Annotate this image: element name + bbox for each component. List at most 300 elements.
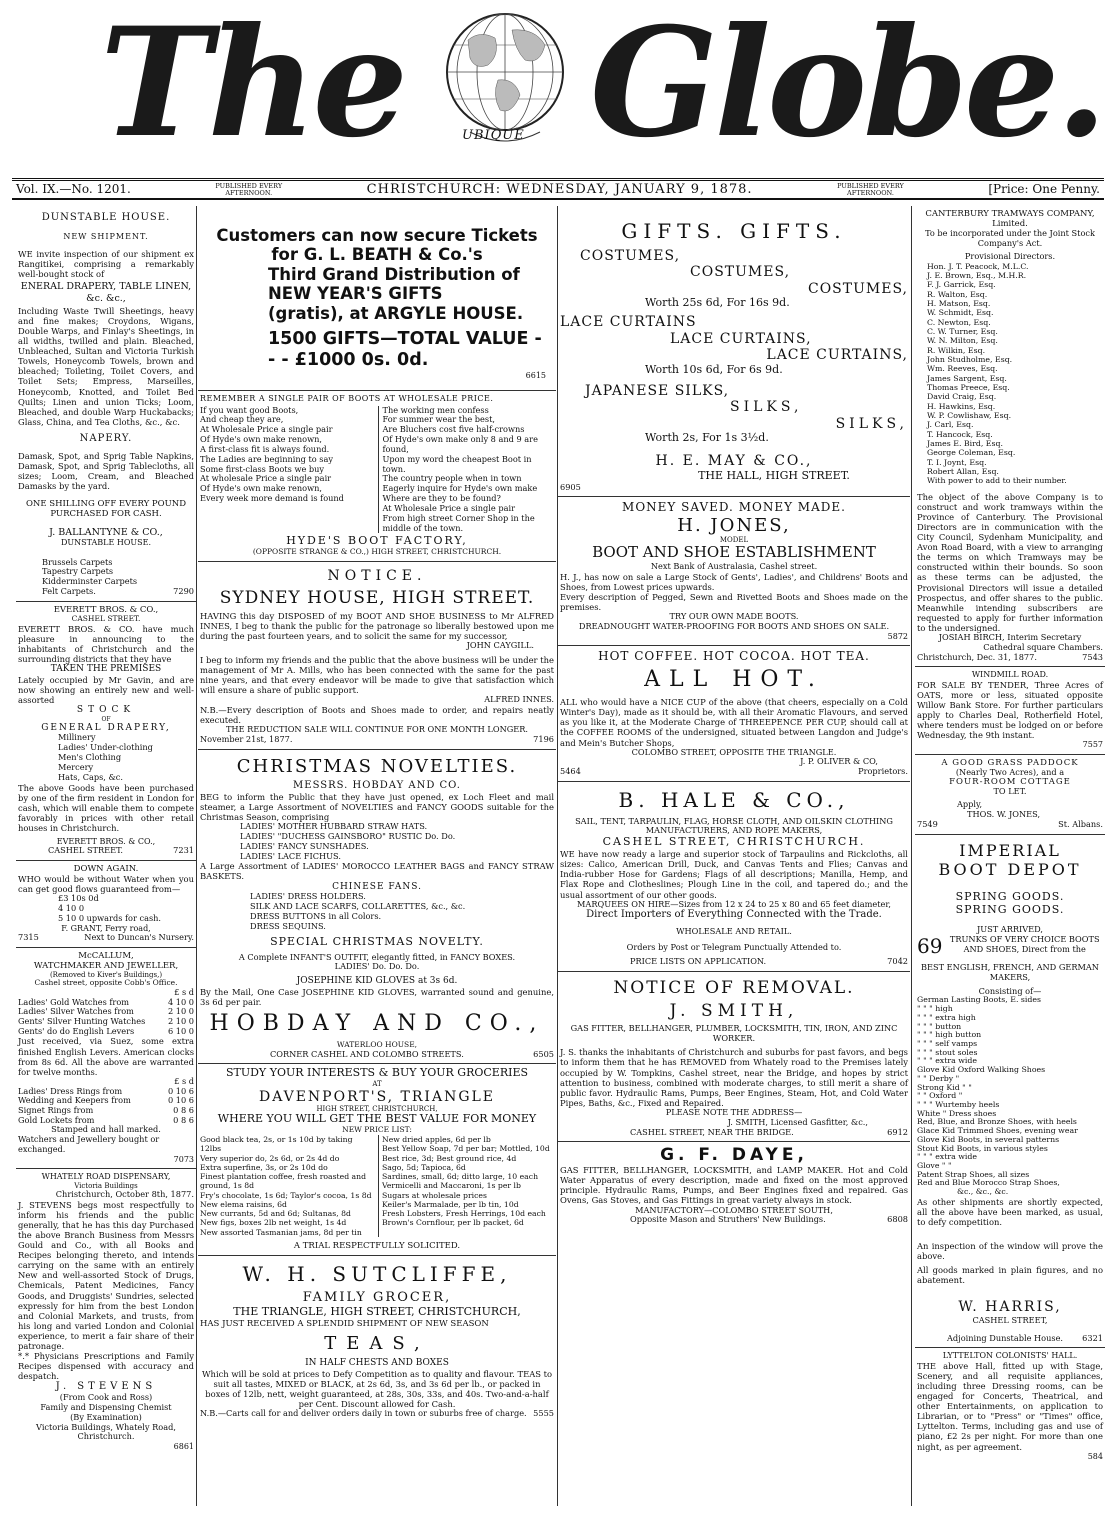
ad-heading: SILKS, <box>835 415 908 432</box>
ad-headline: NOTICE. <box>327 568 427 585</box>
ad-heading: LACE CURTAINS, <box>766 347 908 364</box>
ad-smith-removal <box>558 972 910 1143</box>
list-item: F. J. Garrick, Esq. <box>927 280 996 290</box>
list-item: Robert Allan, Esq. <box>927 467 999 477</box>
ad-body: Damask, Spot, and Sprig Table Napkins, Damask, Spot, and Sprig Tablecloths, all sizes; Loom, Cream, and Bleached Damasks by the yard. <box>18 450 194 491</box>
list-item: John Studholme, Esq. <box>927 355 1013 364</box>
ad-christmas-novelties <box>198 750 556 1065</box>
ad-address: St. Albans. <box>1058 819 1103 830</box>
ad-address: Next to Duncan's Nursery. <box>84 932 194 943</box>
column-3 <box>558 206 910 1516</box>
ad-title: WINDMILL ROAD. <box>971 670 1049 680</box>
list-item: Extra superfine, 3s, or 2s 10d do <box>200 1162 328 1172</box>
ad-address: THE TRIANGLE, HIGH STREET, CHRISTCHURCH, <box>233 1304 521 1318</box>
ad-date: Christchurch, Dec. 31, 1877. <box>917 651 1037 662</box>
ad-heading: JAPANESE SILKS, <box>585 382 730 399</box>
table-row-label: Ladies' Silver Watches from <box>18 1006 134 1017</box>
list-item: " " " high button <box>917 1030 982 1040</box>
table-row-label: Gents' do do English Levers <box>18 1025 135 1036</box>
ad-firm: MESSRS. HOBDAY AND CO. <box>293 779 461 791</box>
table-row-value: 4 10 0 <box>167 996 194 1007</box>
table-row-label: Gold Lockets from <box>18 1114 95 1125</box>
list-item: David Craig, Esq. <box>927 392 997 402</box>
ad-address: Adjoining Dunstable House. <box>947 1332 1064 1343</box>
ad-number: 584 <box>1087 1451 1103 1461</box>
list-item: Glove " " <box>917 1161 952 1170</box>
list-item: Ladies' Under-clothing <box>58 742 153 753</box>
ad-body: J. STEVENS begs most respectfully to inform his friends and the public generally, that he has this day Purchased the above Branch Business from Messrs Gould and Co., with all Books and Recipes belonging thereto, and intends carrying on the same with an entirely New and well-assorted Stock of Drugs, Chemicals, Patent Medicines, Fancy Goods, and Druggists' Sundries, selected expressly for him from the best London and Colonial Markets, and trusts, from his long and varied London and Colonial experience, to merit a fair share of their patronage. <box>18 1199 194 1351</box>
list-item: Strong Kid " " <box>917 1082 972 1092</box>
ad-firm: J. STEVENS <box>55 1381 157 1393</box>
ad-body: I beg to inform my friends and the public that the above business will be under the management of Mr A. Mills, who has been connected with the same for the past nine years, and that every endeavor will be made to give that satisfaction which will ensure a share of public support. <box>200 654 554 696</box>
list-item: Hats, Caps, &c. <box>58 771 123 782</box>
list-item: New dried apples, 6d per lb <box>382 1135 491 1145</box>
ad-address: CASHEL STREET, CHRISTCHURCH. <box>602 835 866 849</box>
ad-number: 7557 <box>1082 740 1103 750</box>
ad-body: HAVING this day DISPOSED of my BOOT AND SHOE BUSINESS to Mr ALFRED INNES, I beg to thank the public for the patronage so liberally bestowed upon me during the past fourteen years, and to solicit the same for my successor, <box>200 610 554 641</box>
ad-signature: ALFRED INNES. <box>484 694 554 705</box>
ad-headline: (gratis), at ARGYLE HOUSE. <box>268 303 524 323</box>
ad-heading: COSTUMES, <box>690 264 791 281</box>
list-item: Glove Kid Oxford Walking Shoes <box>917 1065 1046 1075</box>
ad-dunstable-house <box>16 206 196 602</box>
ad-headline: CHRISTMAS NOVELTIES. <box>236 755 518 777</box>
ad-may-gifts <box>558 206 910 497</box>
ad-heading: ENERAL DRAPERY, TABLE LINEN, &c. &c., <box>20 281 192 304</box>
ad-number: 7231 <box>173 845 194 856</box>
ad-note: PLEASE NOTE THE ADDRESS— <box>665 1106 803 1117</box>
list-item: George Coleman, Esq. <box>927 448 1016 458</box>
ad-heading: FOUR-ROOM COTTAGE <box>949 777 1071 788</box>
ad-heading: SPRING GOODS. <box>955 890 1065 904</box>
ad-heading: LACE CURTAINS <box>560 314 697 331</box>
ad-address: CASHEL STREET. <box>48 845 123 856</box>
ad-heading: ONE SHILLING OFF EVERY POUND PURCHASED FOR CASH. <box>25 498 187 519</box>
verse-line: Are Bluchers cost five half-crowns <box>382 424 525 435</box>
ad-title: DUNSTABLE HOUSE. <box>41 212 171 223</box>
ad-firm: EVERETT BROS. & CO., <box>56 836 156 846</box>
ad-oliver-coffee <box>558 646 910 782</box>
ad-down-again <box>16 861 196 948</box>
ad-address: Opposite Mason and Struthers' New Buildings. <box>630 1214 826 1225</box>
ad-number: 7290 <box>173 586 194 597</box>
verse-line: Of Hyde's own make renown, <box>200 483 322 494</box>
ad-signature: J. P. OLIVER & CO, <box>800 756 878 767</box>
ad-body: THE above Hall, fitted up with Stage, Scenery, and all requisite appliances, including three Dressing rooms, can be engaged for Concerts, Theatrical, and other Entertainments, on application to Librarian, or to "Press" or "Times" office, Lyttelton. Terms, including gas and use of piano, £2 2s per night. For more than one night, as per agreement. <box>917 1360 1103 1452</box>
ad-heading: GENERAL DRAPERY, <box>41 722 171 733</box>
ad-note: Stamped and hall marked. <box>51 1124 161 1135</box>
ad-address: WATERLOO HOUSE, <box>336 1039 418 1049</box>
ad-heading: COSTUMES, <box>580 247 681 264</box>
verse-line: If you want good Boots, <box>200 404 299 415</box>
ad-title: LYTTELTON COLONISTS' HALL. <box>942 1351 1078 1361</box>
ad-count: 69 <box>917 934 943 959</box>
ad-subtitle: (Removed to Kiver's Buildings,) <box>49 970 163 979</box>
list-item: " " Oxford " <box>917 1091 963 1101</box>
ad-body: WE have now ready a large and superior stock of Tarpaulins and Rickcloths, all sizes: Calico, American Drill, Duck, and Canvas Tents and Flies; Canvas and India-rubber Hose for Gardens; Flags of all descriptions; Manilla, Hemp, and Flax Rope and Clotheslines; Plough Line in the coil, and tapered do.; and the usual assortment of our other goods. <box>560 849 908 900</box>
ad-price: Worth 10s 6d, For 6s 9d. <box>645 362 783 376</box>
ad-signature: THOS. W. JONES, <box>967 809 1041 820</box>
ad-subtitle: NEW SHIPMENT. <box>63 231 149 241</box>
ad-firm: W. H. SUTCLIFFE, <box>242 1261 512 1286</box>
table-header: £ s d <box>174 1075 194 1086</box>
list-item: LADIES' DRESS HOLDERS. <box>250 891 366 902</box>
ad-price: Worth 25s 6d, For 16s 9d. <box>645 296 790 310</box>
verse-line: A first-class fit is always found. <box>200 443 330 454</box>
ad-headline: 1500 GIFTS—TOTAL VALUE - - - £1000 0s. 0d. <box>268 329 542 370</box>
verse-line: At Wholesale Price a single pair <box>382 502 516 513</box>
ad-windmill-road <box>915 667 1105 754</box>
verse-line: Where are they to be found? <box>382 493 501 504</box>
ad-title: CANTERBURY TRAMWAYS COMPANY, Limited. <box>925 209 1095 230</box>
ad-headline: SYDNEY HOUSE, HIGH STREET. <box>219 587 535 608</box>
table-row-value: 2 10 0 <box>167 1016 194 1027</box>
ad-body: ALL who would have a NICE CUP of the above (that cheers, especially on a Cold Winter's Day), made as it should be, with all their Aromatic Flavours, and served as you like it, at the Moderate Charge of THREEPENCE PER CUP, should call at the COFFEE ROOMS of the undersigned, situated between Langdon and Judge's and Mein's Butcher Shops, <box>560 697 908 748</box>
column-2 <box>198 206 556 1516</box>
table-row-label: Ladies' Gold Watches from <box>18 996 130 1007</box>
ad-note: N.B.—Carts call for and deliver orders daily in town or suburbs free of charge. <box>200 1407 527 1418</box>
ad-address: COLOMBO STREET, OPPOSITE THE TRIANGLE. <box>631 746 837 757</box>
list-item: SILK AND LACE SCARFS, COLLARETTES, &c., &c. <box>250 901 466 911</box>
ad-body: TRUNKS OF VERY CHOICE BOOTS AND SHOES, Direct from the <box>949 934 1100 955</box>
list-item: Felt Carpets. <box>42 586 96 597</box>
ad-jones-boots <box>558 497 910 646</box>
ad-subtitle: SAIL, TENT, TARPAULIN, FLAG, HORSE CLOTH, AND OILSKIN CLOTHING MANUFACTURERS, AND ROPE MAKERS, <box>575 815 893 836</box>
ad-number: 6615 <box>525 370 546 380</box>
ad-body: WHO would be without Water when you can get good flows guaranteed from— <box>18 874 194 895</box>
ad-davenports <box>198 1064 556 1255</box>
ad-note: WHOLESALE AND RETAIL. <box>676 926 792 937</box>
ad-headline: GIFTS. GIFTS. <box>621 219 847 243</box>
list-item: " " Derby " <box>917 1073 960 1083</box>
ad-number: 5555 <box>533 1407 554 1418</box>
list-item: Men's Clothing <box>58 751 122 762</box>
list-item: Fresh Lobsters, Fresh Herrings, 10d each <box>382 1209 546 1219</box>
verse-line: Of Hyde's own make only 8 and 9 are found, <box>382 434 538 454</box>
list-item: New elema raisins, 6d <box>200 1199 287 1209</box>
ad-body: Including Waste Twill Sheetings, heavy and fine makes; Croydons, Wigans, Double Warps, and Finlay's Sheetings, in all widths, twilled and plain. Bleached, Unbleached, Sultan and Victoria Turkish Towels, Honeycomb Towels, brown and bleached; Toileting, Toilet Covers, and Toilet Sets; Empress, Marseilles, Honeycomb, Knotted, and Toilet Bed Quilts; Linen and union Ticks; Loom, Bleached, and double Warp Huckabacks; Glass, China, and Tea Cloths, &c., &c. <box>18 305 194 427</box>
list-item: James Sargent, Esq. <box>927 373 1007 383</box>
list-item: Sardines, small, 6d; ditto large, 10 each <box>382 1172 539 1182</box>
ad-lyttelton-hall <box>915 1348 1105 1465</box>
column-4 <box>915 206 1105 1516</box>
list-item: Brown's Cornflour, per lb packet, 6d <box>382 1218 524 1228</box>
ad-heading: JOSEPHINE KID GLOVES at 3s 6d. <box>296 976 458 987</box>
ad-price: Worth 2s, For 1s 3½d. <box>645 431 769 445</box>
verse-line: The Ladies are beginning to say <box>200 453 334 464</box>
ad-note: MARQUEES ON HIRE—Sizes from 12 x 24 to 25 x 80 and 65 feet diameter, <box>577 898 891 909</box>
ad-address: Cashel street, opposite Cobb's Office. <box>34 978 178 988</box>
list-item: New assorted Tasmanian jams, 8d per tin <box>200 1227 362 1237</box>
ad-daye <box>558 1142 910 1229</box>
list-item: £3 10s 0d <box>58 893 99 904</box>
list-item: T. I. Joynt, Esq. <box>927 457 987 467</box>
list-item: Red and Blue Morocco Strap Shoes, <box>917 1178 1060 1188</box>
ad-address: THE HALL, HIGH STREET. <box>698 468 850 482</box>
ad-title: DOWN AGAIN. <box>73 864 139 874</box>
table-row-label: Wedding and Keepers from <box>18 1095 131 1106</box>
ad-address: Cathedral square Chambers. <box>983 641 1103 652</box>
ad-heading: BEST ENGLISH, FRENCH, AND GERMAN MAKERS, <box>921 961 1099 982</box>
ad-note: Family and Dispensing Chemist <box>40 1401 172 1412</box>
price: [Price: One Penny. <box>988 182 1100 197</box>
ad-note: Consisting of— <box>978 985 1042 996</box>
ad-firm: H. E. MAY & CO., <box>655 453 813 470</box>
list-item: Sago, 5d; Tapioca, 6d <box>382 1162 466 1172</box>
ad-body: Just received, via Suez, some extra finished English Levers. American clocks from 8s 6d. All the above are warranted for twelve months. <box>18 1036 194 1077</box>
list-item: Brussels Carpets <box>42 556 113 567</box>
table-row-value: 0 10 6 <box>167 1085 194 1096</box>
list-item: " " " self vamps <box>917 1038 978 1048</box>
list-item: Glace Kid Trimmed Shoes, evening wear <box>917 1126 1078 1136</box>
ad-body: LADIES' Do. Do. Do. <box>334 961 420 972</box>
list-item: Finest plantation coffee, fresh roasted and ground, 1s 8d <box>200 1172 367 1191</box>
masthead <box>0 0 1114 170</box>
ad-note: AT <box>372 1080 382 1089</box>
ad-address: HIGH STREET, CHRISTCHURCH, <box>316 1105 438 1114</box>
list-item: R. Wilkin, Esq. <box>927 345 986 355</box>
ad-body: By the Mail, One Case JOSEPHINE KID GLOVES, warranted sound and genuine, 3s 6d per pair. <box>200 986 554 1007</box>
ad-body: Which will be sold at prices to Defy Competition as to quality and flavour. TEAS to suit all tastes, MIXED or BLACK, at 2s 6d, 3s, and 3s 6d per lb., or packed in boxes of 12lb, nett, weight guaranteed, at 28s, 30s, 33s, and 40s. Two-and-a-half per Cent. Discount allowed for Cash. <box>201 1368 553 1409</box>
list-item: German Lasting Boots, E. sides <box>917 995 1042 1005</box>
list-item: W. N. Milton, Esq. <box>927 336 998 346</box>
table-row-value: 0 8 6 <box>173 1104 194 1115</box>
verse-line: At Wholesale Price a single pair <box>200 424 333 435</box>
ad-heading: TAKEN THE PREMISES <box>50 664 162 675</box>
ad-firm: HYDE'S BOOT FACTORY, <box>286 534 468 548</box>
list-item: Red, Blue, and Bronze Shoes, with heels <box>917 1117 1077 1127</box>
verse-line: The working men confess <box>382 404 489 415</box>
ad-heading: Direct Importers of Everything Connected with the Trade. <box>586 909 882 921</box>
ad-heading: SILKS, <box>730 399 803 416</box>
list-item: With power to add to their number. <box>927 476 1067 486</box>
ad-whately-dispensary <box>16 1169 196 1455</box>
ad-headline: NOTICE OF REMOVAL. <box>613 977 855 998</box>
list-item: Tapestry Carpets <box>42 566 114 577</box>
list-item: " " " extra high <box>917 1012 976 1022</box>
ad-headline: Third Grand Distribution of NEW YEAR'S GIFTS <box>268 264 520 304</box>
ad-number: 5872 <box>887 631 908 641</box>
list-item: Kidderminster Carpets <box>42 576 138 587</box>
table-row-label: Signet Rings from <box>18 1104 94 1115</box>
ad-body: Lately occupied by Mr Gavin, and are now showing an entirely new and well-assorted <box>18 674 194 705</box>
ad-body: As other shipments are shortly expected, all the above have been marked, as usual, to defy competition. <box>917 1196 1103 1228</box>
list-item: C. Newton, Esq. <box>927 317 991 327</box>
list-item: " " " extra wide <box>917 1056 977 1066</box>
verse-line: Every week more demand is found <box>200 493 344 504</box>
ad-hyde-boot-factory <box>198 391 556 562</box>
verse-line: Upon my word the cheapest Boot in town. <box>382 453 532 474</box>
ad-number: 7196 <box>533 734 554 745</box>
ad-title: EVERETT BROS. & CO., <box>53 604 159 615</box>
ad-headline: TEAS, <box>324 1332 430 1354</box>
ad-number: 6912 <box>887 1126 908 1137</box>
place-and-date: CHRISTCHURCH: WEDNESDAY, JANUARY 9, 1878. <box>366 181 753 197</box>
table-row-label: Gents' Silver Hunting Watches <box>18 1016 146 1027</box>
ad-body: The object of the above Company is to construct and work tramways within the Province of Canterbury. The Provisional Directors are in communication with the City Council, Sydenham Municipality, and Avon Road Board, with a view to arranging the terms on which Tramways may be constructed within their bounds. So soon as these terms can be adjusted, the Provisional Directors will issue a detailed Prospectus, and offer shares to the public. Meanwhile intending subscribers are requested to apply for further information to the undersigned. <box>917 491 1103 633</box>
ad-heading: COSTUMES, <box>807 280 908 297</box>
list-item: J. Carl, Esq. <box>927 420 974 430</box>
list-item: Glove Kid Boots, in several patterns <box>917 1134 1060 1144</box>
list-item: " " " button <box>917 1021 962 1031</box>
ad-number: 6808 <box>887 1214 908 1225</box>
ad-firm: F. GRANT, Ferry road, <box>61 923 151 933</box>
list-item: C. W. Turner, Esq. <box>927 326 998 336</box>
ad-body: HAS JUST RECEIVED A SPLENDID SHIPMENT OF NEW SEASON <box>200 1318 489 1329</box>
ad-body: WE invite inspection of our shipment ex Rangitikei, comprising a remarkably well-bought stock of <box>18 249 194 280</box>
ad-heading: SPECIAL CHRISTMAS NOVELTY. <box>270 934 484 948</box>
ad-body: A Complete INFANT'S OUTFIT, elegantly fitted, in FANCY BOXES. <box>238 951 516 962</box>
list-item: H. Matson, Esq. <box>927 298 991 308</box>
volume-number: Vol. IX.—No. 1201. <box>16 182 131 197</box>
ad-heading: LACE CURTAINS, <box>670 330 812 347</box>
ad-firm: W. HARRIS, <box>958 1299 1062 1316</box>
ad-grass-paddock <box>915 755 1105 835</box>
list-item: W. Schmidt, Esq. <box>927 308 994 318</box>
list-item: &c., &c., &c. <box>957 1187 1009 1197</box>
ad-subtitle: To be incorporated under the Joint Stock Company's Act. <box>925 228 1095 248</box>
ad-number: 6321 <box>1082 1332 1103 1343</box>
list-item: Millinery <box>58 732 96 743</box>
ad-note: TO LET. <box>993 786 1027 797</box>
ad-note: (From Cook and Ross) <box>59 1392 153 1403</box>
list-item: Sugars at wholesale prices <box>382 1190 487 1200</box>
ad-hale <box>558 782 910 972</box>
list-item: Vermicelli and Maccaroni, 1s per lb <box>382 1181 521 1191</box>
list-item: " " " extra wide <box>917 1152 977 1162</box>
ad-number: 7042 <box>887 955 908 966</box>
column-1 <box>16 206 196 1516</box>
ad-headline: WHERE YOU WILL GET THE BEST VALUE FOR MONEY <box>217 1112 537 1126</box>
list-item: J. E. Brown, Esq., M.H.R. <box>927 270 1027 280</box>
ad-headline: IMPERIAL <box>959 840 1061 860</box>
ad-subtitle: Victoria Buildings <box>74 1181 138 1190</box>
ad-headline: Customers can now secure Tickets for G. L. BEATH & Co.'s <box>216 226 538 265</box>
list-item: Thomas Preece, Esq. <box>927 383 1010 393</box>
list-item: 5 10 0 upwards for cash. <box>58 912 162 923</box>
list-item: LADIES' LACE FICHUS. <box>240 850 341 861</box>
table-row-label: Ladies' Dress Rings from <box>18 1085 123 1096</box>
verse-line: At wholesale Price a single pair <box>200 473 332 484</box>
ad-number: 5464 <box>560 766 581 777</box>
ad-headline: MONEY SAVED. MONEY MADE. <box>622 500 846 515</box>
list-item: Best rice, 3d; Best ground rice, 4d <box>382 1153 517 1163</box>
ad-body: FOR SALE BY TENDER, Three Acres of OATS, more or less, situated opposite Willow Bank Store. For further particulars apply to Charles Deal, Rotherfield Hotel, where tenders must be lodged on or before Wednesday, the 9th instant. <box>917 679 1103 741</box>
ad-headline: STUDY YOUR INTERESTS & BUY YOUR GROCERIES <box>225 1066 529 1080</box>
masthead-motto: UBIQUE <box>462 128 525 143</box>
ad-address: Next Bank of Australasia, Cashel street. <box>650 560 818 571</box>
ad-note: A TRIAL RESPECTFULLY SOLICITED. <box>293 1240 461 1251</box>
verse-line: Of Hyde's own make renown, <box>200 434 322 445</box>
ad-note: MODEL <box>719 535 749 544</box>
ad-number: 7543 <box>1082 651 1103 662</box>
list-item: 4 10 0 <box>58 903 85 914</box>
ad-title: McCALLUM, <box>78 950 134 961</box>
list-item: Keiler's Marmalade, per lb tin, 10d <box>382 1199 519 1209</box>
list-item: LADIES' MOTHER HUBBARD STRAW HATS. <box>240 821 428 832</box>
ad-firm: DAVENPORT'S, TRIANGLE <box>258 1088 496 1105</box>
ad-note: THE REDUCTION SALE WILL CONTINUE FOR ONE MONTH LONGER. <box>225 724 529 735</box>
masthead-title-left: The <box>100 0 405 171</box>
column-rule <box>911 206 912 1506</box>
list-item: T. Hancock, Esq. <box>927 429 993 439</box>
ad-heading: NEW PRICE LIST: <box>342 1125 412 1135</box>
ad-date: November 21st, 1877. <box>200 734 293 745</box>
ad-headline: BOOT AND SHOE ESTABLISHMENT <box>592 543 876 562</box>
ad-number: 7549 <box>917 819 938 830</box>
verse-line: For summer wear the best, <box>382 414 495 425</box>
ad-heading: Provisional Directors. <box>964 250 1056 261</box>
list-item: Fry's chocolate, 1s 6d; Taylor's cocoa, 1s 8d <box>200 1190 372 1200</box>
published-note-left: PUBLISHED EVERY AFTERNOON. <box>215 181 283 197</box>
verse-line: The country people when in town <box>382 473 522 484</box>
ad-subtitle: CASHEL STREET. <box>71 613 141 623</box>
ad-body: An inspection of the window will prove the above. <box>917 1241 1103 1262</box>
ad-canterbury-tramways <box>915 206 1105 667</box>
ad-firm: G. F. DAYE, <box>660 1145 808 1166</box>
ad-signature: JOSIAH BIRCH, Interim Secretary <box>938 631 1082 642</box>
ad-body: *.* Physicians Prescriptions and Family Recipes dispensed with accuracy and despatch. <box>18 1350 194 1382</box>
ad-note: (By Examination) <box>70 1411 142 1422</box>
ad-number: 6861 <box>173 1442 194 1452</box>
ad-title: A GOOD GRASS PADDOCK <box>941 757 1079 768</box>
ad-firm: J. BALLANTYNE & CO., <box>49 526 163 538</box>
list-item: " " " stout soles <box>917 1047 978 1057</box>
ad-number: 7315 <box>18 932 39 943</box>
ad-body: A Large Assortment of LADIES' MOROCCO LEATHER BAGS and FANCY STRAW BASKETS. <box>200 861 554 882</box>
ad-signature: JOHN CAYGILL. <box>466 640 534 651</box>
list-item: H. Hawkins, Esq. <box>927 401 996 411</box>
dateline <box>12 178 1104 200</box>
ad-title: WHATELY ROAD DISPENSARY, <box>41 1172 171 1182</box>
list-item: Hon. J. T. Peacock, M.L.C. <box>927 261 1029 271</box>
ad-body: EVERETT BROS. & CO. have much pleasure in announcing to the inhabitants of Christchurch and the surrounding districts that they have <box>18 623 194 665</box>
ad-firm: B. HALE & CO., <box>618 787 850 812</box>
list-item: White " Dress shoes <box>917 1108 997 1118</box>
ad-address: DUNSTABLE HOUSE. <box>60 538 152 548</box>
list-item: Stout Kid Boots, in various styles <box>917 1143 1048 1153</box>
ad-number: 7073 <box>173 1154 194 1164</box>
list-item: Good black tea, 2s, or 1s 10d by taking 12lbs <box>200 1135 353 1154</box>
ad-address: CORNER CASHEL AND COLOMBO STREETS. <box>270 1048 464 1059</box>
ad-subtitle: FAMILY GROCER, <box>302 1290 452 1306</box>
ad-imperial-boot-depot <box>915 835 1105 1349</box>
ad-body: N.B.—Every description of Boots and Shoes made to order, and repairs neatly executed. <box>200 705 554 726</box>
ad-heading: CHINESE FANS. <box>332 881 422 892</box>
ad-body: J. S. thanks the inhabitants of Christchurch and suburbs for past favors, and begs to inform them that he has REMOVED from Whately road to the Premises lately occupied by W. Tompkins, Cashel street, near the Bridge, and hopes by strict attention to business, combined with moderate charges, to still merit a share of public favor. Hydraulic Rams, Pumps, Beer Engines, Steam, Hot, and Cold Water Pipes, Baths, &c., Fixed and Repaired. <box>560 1047 908 1108</box>
masthead-title-right: Globe. <box>590 0 1104 171</box>
list-item: Mercery <box>58 761 94 772</box>
ad-note: Watchers and Jewellery bought or exchanged. <box>18 1134 160 1154</box>
ad-note: Apply, <box>957 799 983 810</box>
ad-firm: H. JONES, <box>677 514 791 536</box>
ad-firm: J. SMITH, <box>669 1000 799 1021</box>
ad-date: Christchurch, October 8th, 1877. <box>55 1188 194 1199</box>
ad-note: JUST ARRIVED, <box>976 924 1044 935</box>
ad-number: 6505 <box>533 1048 554 1059</box>
ad-body: GAS FITTER, BELLHANGER, LOCKSMITH, and LAMP MAKER. Hot and Cold Water Apparatus of every description, made and fixed on the most approved principle. Hydraulic Rams, Pumps, and Beer Engines fixed and repaired. Gas Ovens, Gas Stoves, and Gas Fittings in great variety always in stock. <box>560 1165 908 1206</box>
ad-note: Orders by Post or Telegram Punctually Attended to. <box>626 942 842 953</box>
ad-address: CASHEL STREET, NEAR THE BRIDGE. <box>630 1126 794 1137</box>
list-item: James E. Bird, Esq. <box>927 439 1003 449</box>
ad-body: All goods marked in plain figures, and no abatement. <box>917 1265 1103 1286</box>
table-row-value: 6 10 0 <box>167 1025 194 1036</box>
verse-line: Eagerly inquire for Hyde's own make <box>382 483 538 494</box>
table-row-value: 0 8 6 <box>173 1114 194 1125</box>
ad-firm: HOBDAY AND CO., <box>209 1010 545 1036</box>
list-item: DRESS SEQUINS. <box>250 920 326 931</box>
list-item: Best Yellow Soap, 7d per bar; Mottled, 10d <box>382 1144 550 1154</box>
